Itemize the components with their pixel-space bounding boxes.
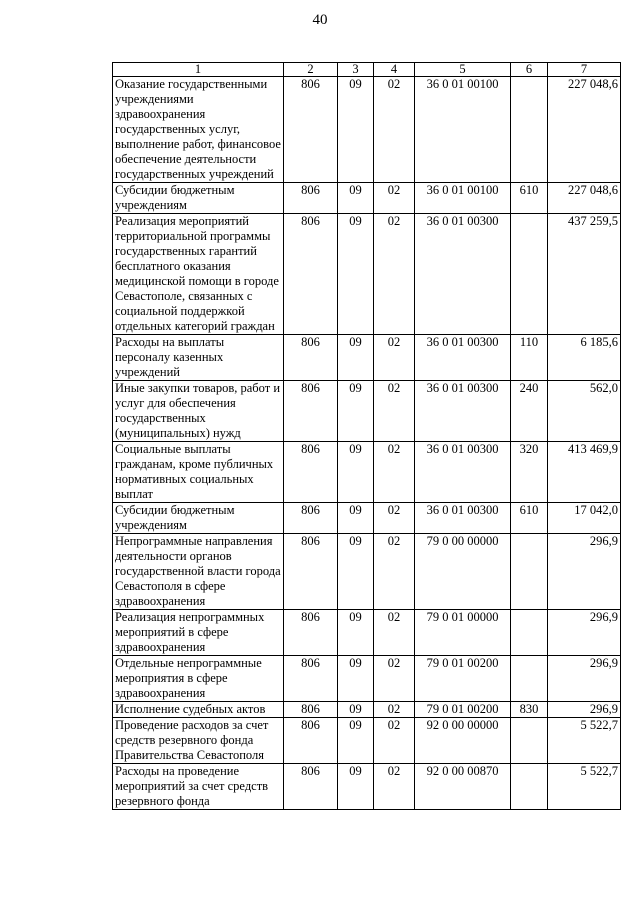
- table-row: [113, 381, 621, 442]
- header-cell-6: 6: [511, 63, 548, 77]
- row-code-cell: 806: [284, 656, 338, 702]
- row-expense-type-cell: [511, 718, 548, 764]
- table-row: [113, 764, 621, 810]
- row-amount-cell: 296,9: [548, 610, 621, 656]
- row-amount-cell: 437 259,5: [548, 214, 621, 335]
- row-expense-type-cell: 610: [511, 503, 548, 534]
- row-amount-cell: 5 522,7: [548, 718, 621, 764]
- row-section-cell: 09: [338, 183, 374, 214]
- row-name-cell: Социальные выплаты гражданам, кроме публичных нормативных социальных выплат: [113, 442, 284, 503]
- budget-table: [112, 62, 621, 810]
- row-expense-type-cell: 240: [511, 381, 548, 442]
- row-target-article-cell: 36 0 01 00100: [415, 183, 511, 214]
- table-row: [113, 77, 621, 183]
- row-subsection-cell: 02: [374, 610, 415, 656]
- row-name-cell: Исполнение судебных актов: [113, 702, 284, 718]
- row-section-cell: 09: [338, 764, 374, 810]
- row-target-article-cell: 36 0 01 00300: [415, 503, 511, 534]
- table-row: [113, 656, 621, 702]
- row-subsection-cell: 02: [374, 718, 415, 764]
- row-target-article-cell: 79 0 00 00000: [415, 534, 511, 610]
- row-target-article-cell: 36 0 01 00300: [415, 214, 511, 335]
- row-target-article-cell: 79 0 01 00200: [415, 702, 511, 718]
- row-amount-cell: 296,9: [548, 702, 621, 718]
- row-expense-type-cell: [511, 610, 548, 656]
- row-code-cell: 806: [284, 764, 338, 810]
- row-name-cell: Субсидии бюджетным учреждениям: [113, 503, 284, 534]
- row-expense-type-cell: 610: [511, 183, 548, 214]
- row-amount-cell: 296,9: [548, 534, 621, 610]
- row-section-cell: 09: [338, 610, 374, 656]
- row-name-cell: Непрограммные направления деятельности органов государственной власти города Севастополя в сфере здравоохранения: [113, 534, 284, 610]
- row-code-cell: 806: [284, 718, 338, 764]
- row-target-article-cell: 92 0 00 00000: [415, 718, 511, 764]
- row-target-article-cell: 79 0 01 00000: [415, 610, 511, 656]
- row-expense-type-cell: 320: [511, 442, 548, 503]
- row-expense-type-cell: [511, 77, 548, 183]
- header-cell-4: 4: [374, 63, 415, 77]
- row-expense-type-cell: [511, 534, 548, 610]
- row-subsection-cell: 02: [374, 534, 415, 610]
- row-code-cell: 806: [284, 183, 338, 214]
- row-expense-type-cell: [511, 656, 548, 702]
- row-amount-cell: 17 042,0: [548, 503, 621, 534]
- row-section-cell: 09: [338, 656, 374, 702]
- row-section-cell: 09: [338, 381, 374, 442]
- header-row: [113, 63, 621, 77]
- header-cell-5: 5: [415, 63, 511, 77]
- row-subsection-cell: 02: [374, 656, 415, 702]
- page-number: 40: [312, 12, 328, 28]
- row-expense-type-cell: 110: [511, 335, 548, 381]
- row-amount-cell: 562,0: [548, 381, 621, 442]
- row-section-cell: 09: [338, 77, 374, 183]
- header-cell-2: 2: [284, 63, 338, 77]
- row-subsection-cell: 02: [374, 183, 415, 214]
- row-target-article-cell: 36 0 01 00100: [415, 77, 511, 183]
- header-cell-3: 3: [338, 63, 374, 77]
- row-amount-cell: 5 522,7: [548, 764, 621, 810]
- row-target-article-cell: 92 0 00 00870: [415, 764, 511, 810]
- row-name-cell: Реализация непрограммных мероприятий в сфере здравоохранения: [113, 610, 284, 656]
- header-cell-1: 1: [113, 63, 284, 77]
- row-subsection-cell: 02: [374, 335, 415, 381]
- row-name-cell: Иные закупки товаров, работ и услуг для обеспечения государственных (муниципальных) нужд: [113, 381, 284, 442]
- row-expense-type-cell: 830: [511, 702, 548, 718]
- row-target-article-cell: 36 0 01 00300: [415, 335, 511, 381]
- table-row: [113, 503, 621, 534]
- table-row: [113, 534, 621, 610]
- row-subsection-cell: 02: [374, 381, 415, 442]
- row-code-cell: 806: [284, 214, 338, 335]
- row-name-cell: Отдельные непрограммные мероприятия в сфере здравоохранения: [113, 656, 284, 702]
- table-row: [113, 702, 621, 718]
- row-section-cell: 09: [338, 534, 374, 610]
- row-code-cell: 806: [284, 442, 338, 503]
- row-code-cell: 806: [284, 77, 338, 183]
- row-code-cell: 806: [284, 610, 338, 656]
- row-code-cell: 806: [284, 381, 338, 442]
- table-row: [113, 214, 621, 335]
- row-name-cell: Расходы на проведение мероприятий за счет средств резервного фонда: [113, 764, 284, 810]
- row-section-cell: 09: [338, 335, 374, 381]
- row-amount-cell: 227 048,6: [548, 77, 621, 183]
- row-subsection-cell: 02: [374, 503, 415, 534]
- row-amount-cell: 296,9: [548, 656, 621, 702]
- row-amount-cell: 6 185,6: [548, 335, 621, 381]
- row-section-cell: 09: [338, 718, 374, 764]
- row-section-cell: 09: [338, 702, 374, 718]
- row-target-article-cell: 36 0 01 00300: [415, 381, 511, 442]
- row-code-cell: 806: [284, 503, 338, 534]
- table-row: [113, 718, 621, 764]
- row-name-cell: Расходы на выплаты персоналу казенных учреждений: [113, 335, 284, 381]
- row-target-article-cell: 79 0 01 00200: [415, 656, 511, 702]
- row-expense-type-cell: [511, 214, 548, 335]
- row-subsection-cell: 02: [374, 442, 415, 503]
- table-row: [113, 183, 621, 214]
- row-name-cell: Субсидии бюджетным учреждениям: [113, 183, 284, 214]
- row-name-cell: Оказание государственными учреждениями здравоохранения государственных услуг, выполнение работ, финансовое обеспечение деятельности государственных учреждений: [113, 77, 284, 183]
- row-name-cell: Реализация мероприятий территориальной программы государственных гарантий бесплатного оказания медицинской помощи в городе Севастополе, связанных с социальной поддержкой отдельных категорий граждан: [113, 214, 284, 335]
- row-section-cell: 09: [338, 214, 374, 335]
- row-subsection-cell: 02: [374, 764, 415, 810]
- row-expense-type-cell: [511, 764, 548, 810]
- row-code-cell: 806: [284, 534, 338, 610]
- table-row: [113, 442, 621, 503]
- row-subsection-cell: 02: [374, 702, 415, 718]
- row-code-cell: 806: [284, 335, 338, 381]
- row-amount-cell: 413 469,9: [548, 442, 621, 503]
- header-cell-7: 7: [548, 63, 621, 77]
- row-amount-cell: 227 048,6: [548, 183, 621, 214]
- row-section-cell: 09: [338, 442, 374, 503]
- row-subsection-cell: 02: [374, 77, 415, 183]
- table-row: [113, 335, 621, 381]
- row-subsection-cell: 02: [374, 214, 415, 335]
- row-name-cell: Проведение расходов за счет средств резервного фонда Правительства Севастополя: [113, 718, 284, 764]
- row-code-cell: 806: [284, 702, 338, 718]
- row-section-cell: 09: [338, 503, 374, 534]
- table-row: [113, 610, 621, 656]
- row-target-article-cell: 36 0 01 00300: [415, 442, 511, 503]
